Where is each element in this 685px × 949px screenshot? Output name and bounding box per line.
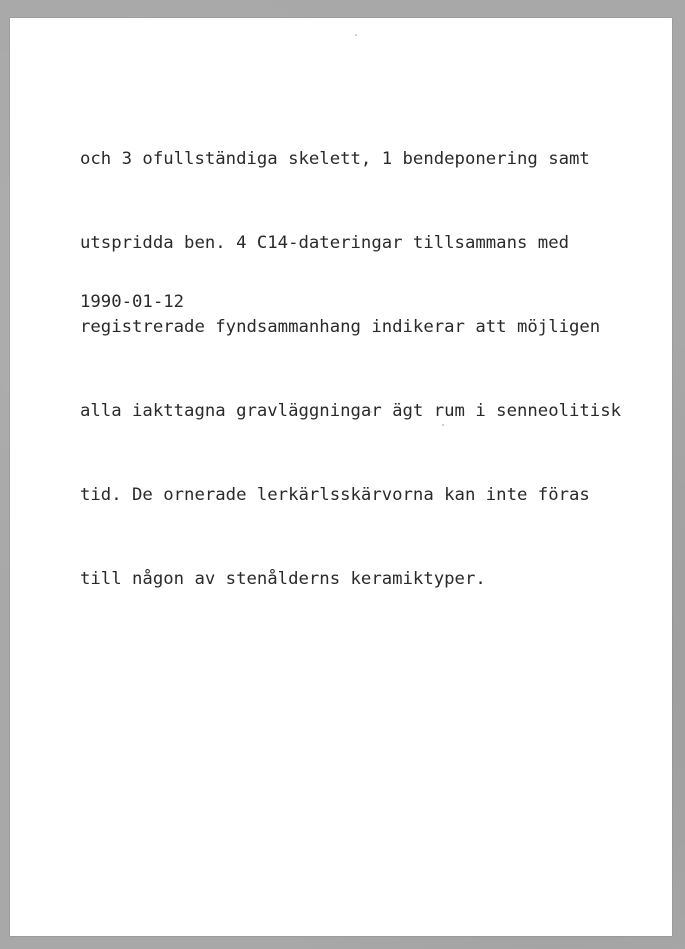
body-paragraph xyxy=(80,89,670,649)
text-line-6: till någon av stenålderns keramiktyper. xyxy=(80,569,486,589)
text-line-5: tid. De ornerade lerkärlsskärvorna kan inte föras xyxy=(80,485,590,505)
document-date: 1990-01-12 xyxy=(80,292,185,312)
text-line-4: alla iakttagna gravläggningar ägt rum i senneolitisk xyxy=(80,401,622,421)
document-page xyxy=(10,18,672,936)
text-line-1: och 3 ofullständiga skelett, 1 bendeponering samt xyxy=(80,149,590,169)
text-line-2: utspridda ben. 4 C14-dateringar tillsammans med xyxy=(80,233,569,253)
scan-speck xyxy=(355,34,357,36)
text-line-3: registrerade fyndsammanhang indikerar att möjligen xyxy=(80,317,601,337)
